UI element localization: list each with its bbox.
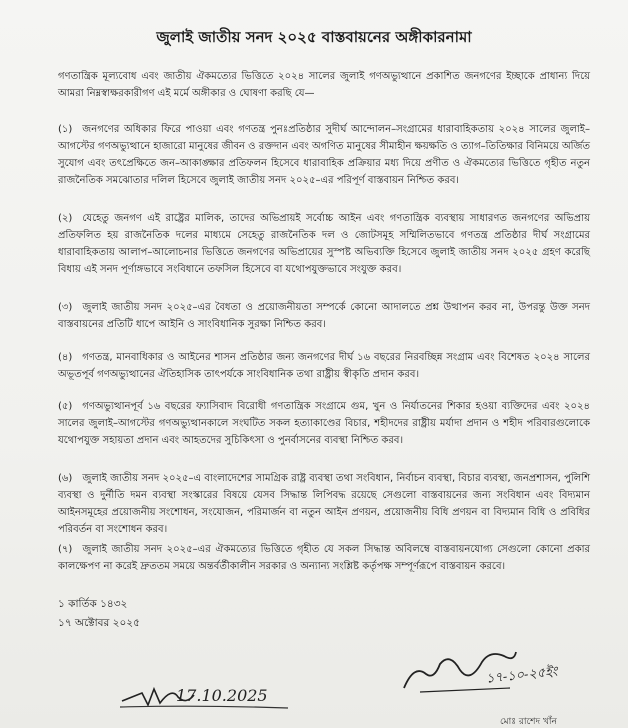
- clause-number: (২): [58, 213, 73, 224]
- document-title: জুলাই জাতীয় সনদ ২০২৫ বাস্তবায়নের অঙ্গীকারনামা: [156, 28, 472, 46]
- clause-number: (৩): [58, 302, 73, 313]
- clause-number: (৬): [58, 473, 73, 484]
- intro-paragraph: গণতান্ত্রিক মূল্যবোধ এবং জাতীয় ঐকমত্যের ভিত্তিতে ২০২৪ সালের জুলাই গণঅভ্যুত্থানে প্রকাশিত জনগণের ইচ্ছাকে প্রাধান্য দিয়ে আমরা নিম্নস্বাক্ষরকারীগণ এই মর্মে অঙ্গীকার ও ঘোষণা করছি যে—: [58, 71, 590, 99]
- clause-4: [58, 349, 590, 383]
- clause-number: (৪): [58, 352, 73, 363]
- clause-3: [58, 299, 590, 333]
- clause-text: গণতন্ত্র, মানবাধিকার ও আইনের শাসন প্রতিষ্ঠার জন্য জনগণের দীর্ঘ ১৬ বছরের নিরবচ্ছিন্ন সংগ্রাম এবং বিশেষত ২০২৪ সালের অভূতপূর্ব গণঅভ্যুত্থানের ঐতিহাসিক তাৎপর্যকে সাংবিধানিক তথা রাষ্ট্রীয় স্বীকৃতি প্রদান করব।: [58, 352, 590, 380]
- clause-text: জুলাই জাতীয় সনদ ২০২৫–এ বাংলাদেশের সামগ্রিক রাষ্ট্র ব্যবস্থা তথা সংবিধান, নির্বাচন ব্যবস্থা, বিচার ব্যবস্থা, জনপ্রশাসন, পুলিশি ব্যবস্থা ও দুর্নীতি দমন ব্যবস্থা সংস্কারের বিষয়ে যেসব সিদ্ধান্ত লিপিবদ্ধ রয়েছে সেগুলো বাস্তবায়নের জন্য সংবিধান এবং বিদ্যমান আইনসমূহের প্রয়োজনীয় সংশোধন, সংযোজন, পরিমার্জন বা নতুন আইন প্রণয়ন, প্রয়োজনীয় বিধি প্রণয়ন বা বিদ্যমান বিধি ও প্রবিধির পরিবর্তন বা সংশোধন করব।: [58, 473, 590, 535]
- clause-7: [58, 541, 590, 575]
- clause-text: জনগণের অধিকার ফিরে পাওয়া এবং গণতন্ত্র পুনঃপ্রতিষ্ঠার সুদীর্ঘ আন্দোলন–সংগ্রামের ধারাবাহিকতায় ২০২৪ সালের জুলাই–আগস্টের গণঅভ্যুত্থানে হাজারো মানুষের জীবন ও রক্তদান এবং অগণিত মানুষের সীমাহীন ক্ষয়ক্ষতি ও ত্যাগ–তিতিক্ষার বিনিময়ে অর্জিত সুযোগ এবং তৎপ্রেক্ষিতে জন–আকাঙ্ক্ষার প্রতিফলন হিসেবে ধারাবাহিক প্রক্রিয়ার মধ্য দিয়ে প্রণীত ও ঐকমত্যের ভিত্তিতে গৃহীত নতুন রাজনৈতিক সমঝোতার দলিল হিসেবে জুলাই জাতীয় সনদ ২০২৫–এর পরিপূর্ণ বাস্তবায়ন নিশ্চিত করব।: [58, 124, 590, 186]
- clause-number: (৭): [58, 544, 73, 555]
- left-signature-date: 17.10.2025: [176, 686, 268, 705]
- clause-1: [58, 121, 590, 189]
- clause-text: জুলাই জাতীয় সনদ ২০২৫–এর ঐকমত্যের ভিত্তিতে গৃহীত যে সকল সিদ্ধান্ত অবিলম্বে বাস্তবায়নযোগ্য সেগুলো কোনো প্রকার কালক্ষেপণ না করেই দ্রুততম সময়ে অন্তর্বর্তীকালীন সরকার ও অন্যান্য সংশ্লিষ্ট কর্তৃপক্ষ সম্পূর্ণরূপে বাস্তবায়ন করবে।: [58, 544, 590, 572]
- clause-6: [58, 470, 590, 538]
- clause-text: জুলাই জাতীয় সনদ ২০২৫–এর বৈধতা ও প্রয়োজনীয়তা সম্পর্কে কোনো আদালতে প্রশ্ন উত্থাপন করব না, উপরন্তু উক্ত সনদ বাস্তবায়নের প্রতিটি ধাপে আইনি ও সাংবিধানিক সুরক্ষা নিশ্চিত করব।: [58, 302, 590, 330]
- signatory-caption: মোঃ রাশেদ খাঁন: [500, 717, 557, 727]
- clause-text: যেহেতু জনগণ এই রাষ্ট্রের মালিক, তাদের অভিপ্রায়ই সর্বোচ্চ আইন এবং গণতান্ত্রিক ব্যবস্থায় সাধারণত জনগণের অভিপ্রায় প্রতিফলিত হয় রাজনৈতিক দলের মাধ্যমে সেহেতু রাজনৈতিক দল ও জোটসমূহ সম্মিলিতভাবে গণতন্ত্র প্রতিষ্ঠার দীর্ঘ সংগ্রামের ধারাবাহিকতায় আলাপ–আলোচনার ভিত্তিতে জনগণের অভিপ্রায়ের সুস্পষ্ট অভিব্যক্তি হিসেবে জুলাই জাতীয় সনদ ২০২৫ গ্রহণ করেছি বিধায় এই সনদ পূর্ণাঙ্গভাবে সংবিধানে তফসিল হিসেবে বা যথোপযুক্তভাবে সংযুক্ত করব।: [58, 213, 590, 275]
- date-bangla: ১ কার্তিক ১৪৩২: [58, 598, 128, 610]
- clause-number: (১): [58, 124, 73, 135]
- clause-2: [58, 210, 590, 278]
- clause-text: গণঅভ্যুত্থানপূর্ব ১৬ বছরের ফ্যাসিবাদ বিরোধী গণতান্ত্রিক সংগ্রামে গুম, খুন ও নির্যাতনের শিকার হওয়া ব্যক্তিদের এবং ২০২৪ সালের জুলাই–আগস্টের গণঅভ্যুত্থানকালে সংঘটিত সকল হত্যাকাণ্ডের বিচার, শহীদদের রাষ্ট্রীয় মর্যাদা প্রদান ও শহীদ পরিবারগুলোকে যথোপযুক্ত সহায়তা প্রদান এবং আহতদের সুচিকিৎসা ও পুনর্বাসনের ব্যবস্থা নিশ্চিত করব।: [58, 401, 590, 446]
- date-gregorian: ১৭ অক্টোবর ২০২৫: [58, 617, 140, 629]
- clause-number: (৫): [58, 401, 73, 412]
- clause-5: [58, 398, 590, 449]
- right-signature-date: ১৭-১০-২৫ইং: [485, 664, 559, 687]
- left-signature-underline: [120, 704, 290, 710]
